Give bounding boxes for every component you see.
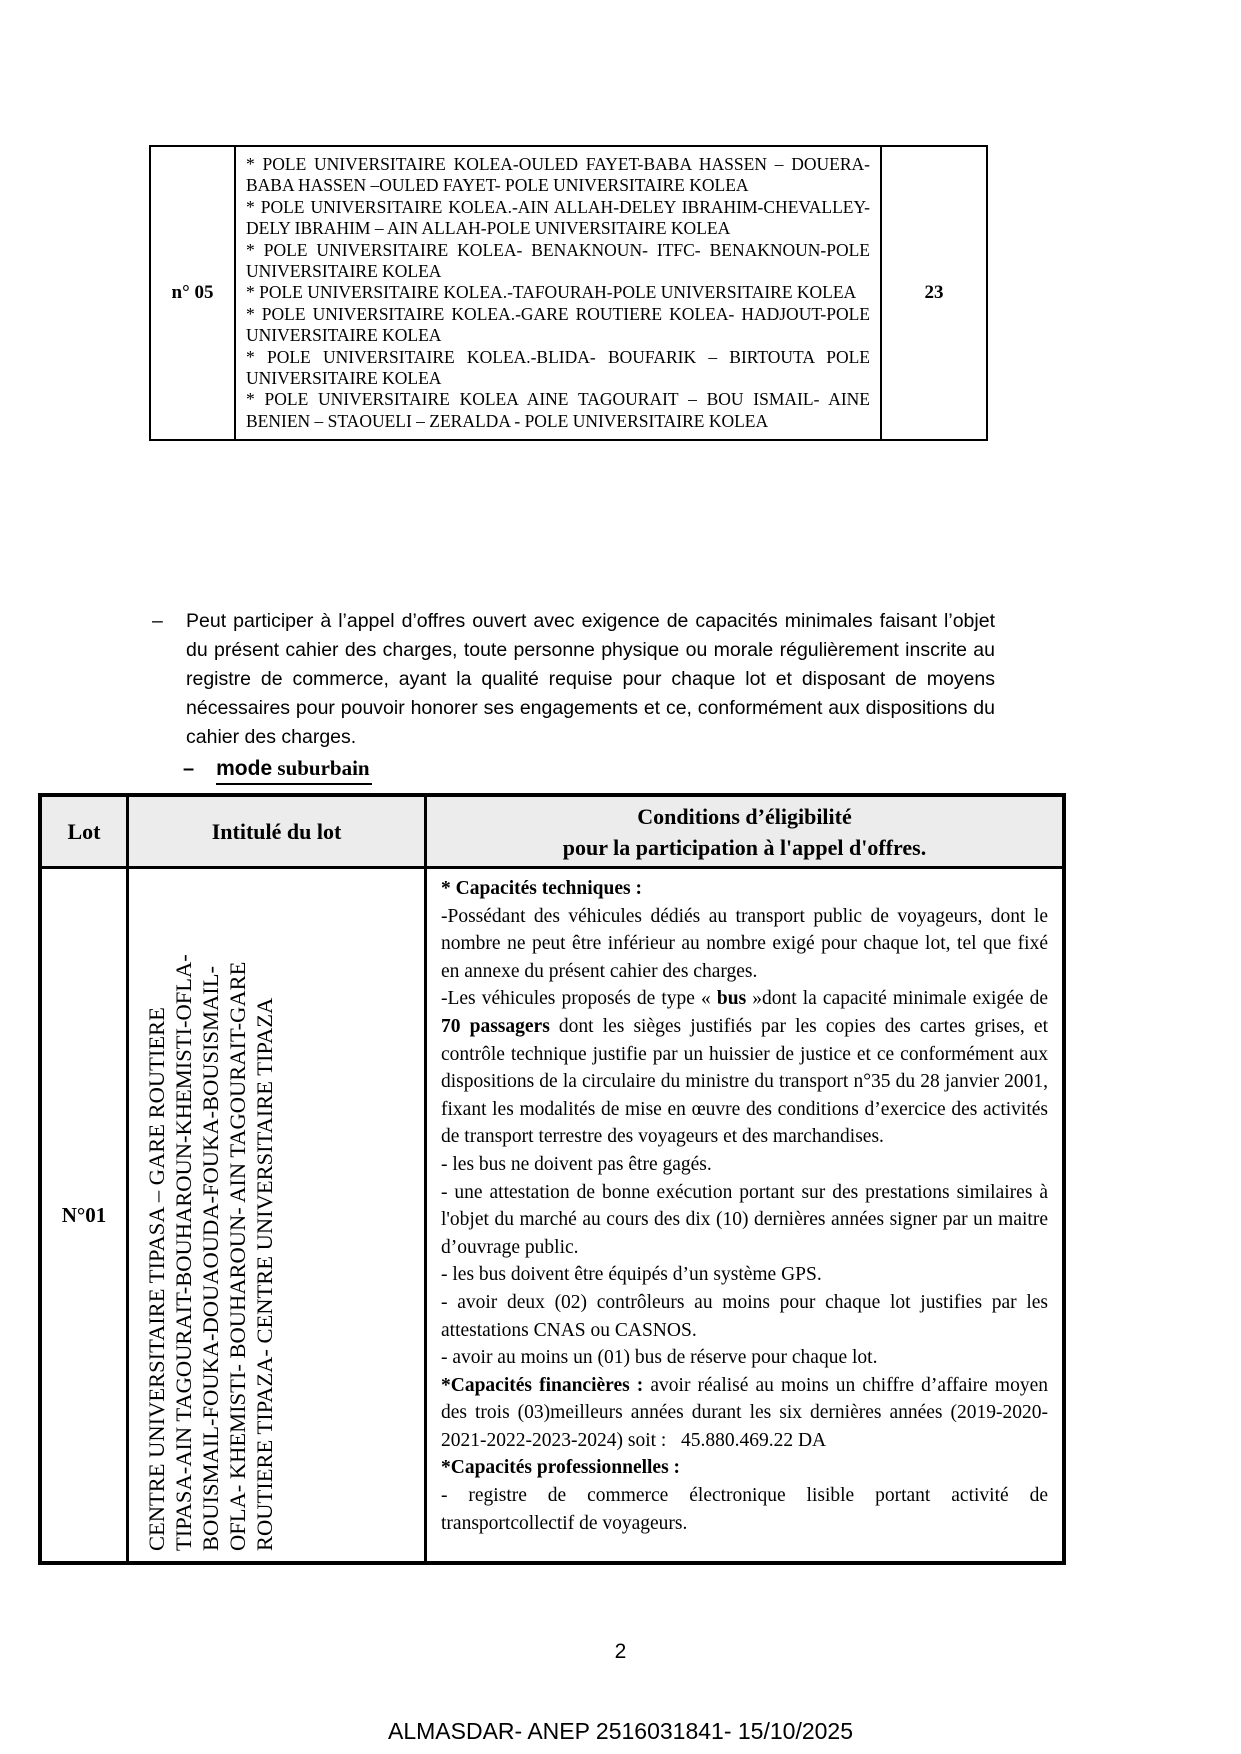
condition-item: - une attestation de bonne exécution portant sur des prestations similaires à l'objet du marché au cours des dix (10) dernières années signer par un maitre d’ouvrage public. [441, 1181, 1048, 1258]
condition-item: -Possédant des véhicules dédiés au transport public de voyageurs, dont le nombre ne peut être inférieur au nombre exigé pour chaque lot, tel que fixé en annexe du présent cahier des charges. [441, 905, 1048, 982]
intitule-cell [126, 869, 424, 1561]
intitule-line: BOUISMAIL-FOUKA-DOUAOUDA-FOUKA-BOUSISMAIL- [198, 966, 223, 1551]
publication-reference: ALMASDAR- ANEP 2516031841- 15/10/2025 [388, 1718, 853, 1744]
condition-item [441, 1372, 1048, 1455]
suburbain-word: suburbain [272, 756, 370, 780]
participation-paragraph [152, 607, 995, 752]
condition-bold-text: 70 passagers [441, 1015, 550, 1037]
lots-table-header [42, 797, 1062, 869]
condition-section-title: *Capacités professionnelles : [441, 1457, 681, 1479]
intitule-line: ROUTIERE TIPAZA- CENTRE UNIVERSITAIRE TIPAZA [252, 997, 277, 1551]
condition-item: - les bus doivent être équipés d’un système GPS. [441, 1264, 822, 1286]
route-item: * POLE UNIVERSITAIRE KOLEA- BENAKNOUN- ITFC- BENAKNOUN-POLE UNIVERSITAIRE KOLEA [246, 239, 870, 282]
header-intitule-cell [126, 797, 424, 866]
header-lot-label: Lot [67, 818, 101, 844]
lot-number-label: n° 05 [171, 282, 214, 304]
mode-suburbain-heading [183, 756, 372, 785]
condition-item: - les bus ne doivent pas être gagés. [441, 1153, 712, 1175]
condition-item: - avoir au moins un (01) bus de réserve pour chaque lot. [441, 1347, 878, 1369]
header-lot-cell [42, 797, 126, 866]
header-conditions-line1: Conditions d’éligibilité [637, 803, 852, 829]
conditions-cell [424, 869, 1062, 1561]
mode-suburbain-label [216, 756, 372, 785]
condition-item: - avoir deux (02) contrôleurs au moins pour chaque lot justifies par les attestations CNAS ou CASNOS. [441, 1291, 1048, 1341]
route-item: * POLE UNIVERSITAIRE KOLEA AINE TAGOURAIT – BOU ISMAIL- AINE BENIEN – STAOUELI – ZERALDA - POLE UNIVERSITAIRE KOLEA [246, 389, 870, 431]
intitule-line: OFLA- KHEMISTI- BOUHAROUN- AIN TAGOURAIT-GARE [225, 961, 250, 1551]
participation-text: Peut participer à l’appel d’offres ouvert avec exigence de capacités minimales faisant l’objet du présent cahier des charges, toute personne physique ou morale régulièrement inscrite au registre de commerce, ayant la qualité requise pour chaque lot et disposant de moyens nécessaires pour pouvoir honorer ses engagements et ce, conformément aux dispositions du cahier des charges. [186, 610, 995, 748]
condition-text: dont les sièges justifiés par les copies des cartes grises, et contrôle technique justifie par un huissier de justice et ce conformément aux dispositions de la circulaire du ministre du transport n°35 du 28 janvier 2001, fixant les modalités de mise en œuvre des conditions d’exercice des activités de transport terrestre des voyageurs et des marchandises. [441, 1015, 1048, 1148]
routes-table [149, 145, 988, 441]
lots-table-row [42, 869, 1062, 1561]
header-intitule-label: Intitulé du lot [211, 818, 342, 844]
vehicle-count-cell [882, 147, 986, 439]
page-number: 2 [614, 1640, 627, 1663]
condition-text: »dont la capacité minimale exigée de [746, 988, 1048, 1010]
vehicle-count: 23 [924, 282, 944, 304]
mode-word: mode [216, 757, 273, 780]
intitule-line: TIPASA-AIN TAGOURAIT-BOUHAROUN-KHEMISTI-OFLA- [171, 954, 196, 1551]
condition-section-title: * Capacités techniques : [441, 878, 642, 899]
header-conditions-line2: pour la participation à l'appel d'offres. [562, 834, 927, 860]
condition-section-title: *Capacités financières : [441, 1374, 644, 1396]
lot-cell [42, 869, 126, 1561]
lots-table [38, 793, 1066, 1565]
lot-number: N°01 [61, 1202, 107, 1227]
route-item: * POLE UNIVERSITAIRE KOLEA-OULED FAYET-BABA HASSEN – DOUERA-BABA HASSEN –OULED FAYET- POLE UNIVERSITAIRE KOLEA [246, 154, 870, 196]
condition-text: -Les véhicules proposés de type « [441, 988, 717, 1010]
intitule-line: CENTRE UNIVERSITAIRE TIPASA – GARE ROUTIERE [144, 1007, 169, 1551]
lot-number-cell [151, 147, 234, 439]
bullet-dash: – [152, 610, 163, 632]
route-item: * POLE UNIVERSITAIRE KOLEA.-AIN ALLAH-DELEY IBRAHIM-CHEVALLEY- DELY IBRAHIM – AIN ALLAH-POLE UNIVERSITAIRE KOLEA [246, 196, 870, 239]
routes-list-cell [234, 147, 882, 439]
intitule-rotated-text [143, 877, 278, 1561]
route-item: * POLE UNIVERSITAIRE KOLEA.-TAFOURAH-POLE UNIVERSITAIRE KOLEA [246, 282, 857, 303]
condition-item: - registre de commerce électronique lisible portant activité de transportcollectif de voyageurs. [441, 1485, 1048, 1534]
header-conditions-cell [424, 797, 1062, 866]
condition-item [441, 985, 1048, 1151]
route-item: * POLE UNIVERSITAIRE KOLEA.-GARE ROUTIERE KOLEA- HADJOUT-POLE UNIVERSITAIRE KOLEA [246, 303, 870, 346]
bullet-dash: – [183, 758, 195, 780]
condition-text: avoir réalisé au moins un chiffre d’affaire moyen des trois (03)meilleurs années durant les six dernières années (2019-2020-2021-2022-2023-2024) soit : 45.880.469.22 DA [441, 1374, 1048, 1451]
route-item: * POLE UNIVERSITAIRE KOLEA.-BLIDA- BOUFARIK – BIRTOUTA POLE UNIVERSITAIRE KOLEA [246, 346, 870, 389]
condition-bold-text: bus [716, 988, 747, 1010]
